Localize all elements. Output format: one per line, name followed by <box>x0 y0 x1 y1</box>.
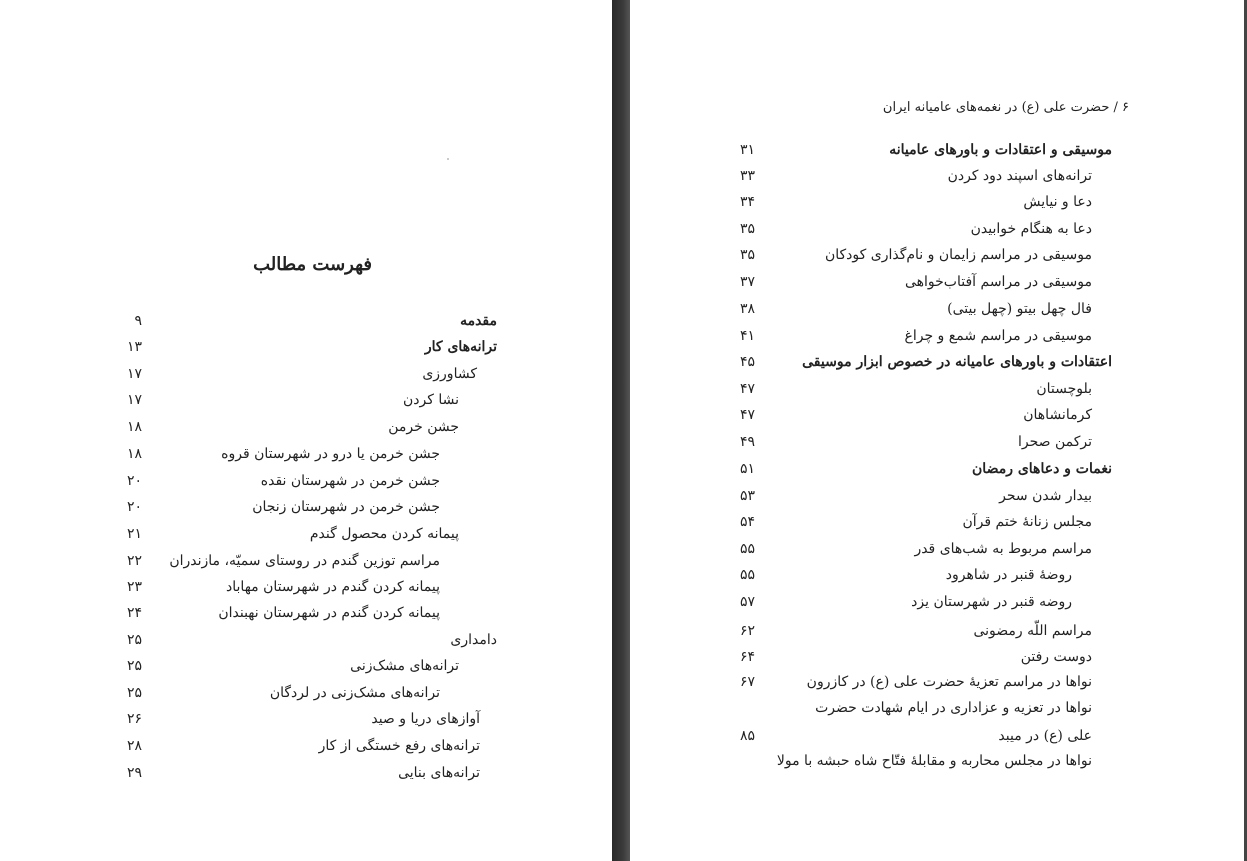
toc-entry-page-number: ۵۷ <box>739 594 755 610</box>
toc-entry-page-number: ۲۵ <box>126 685 142 701</box>
toc-entry-page-number: ۳۴ <box>739 194 755 210</box>
toc-entry-title: دعا و نیایش <box>1023 194 1092 210</box>
toc-entry-title: جشن خرمن در شهرستان زنجان <box>252 499 440 515</box>
toc-entry-title: علی (ع) در میبد <box>998 728 1092 744</box>
toc-entry-page-number: ۳۱ <box>739 142 755 158</box>
toc-entry-title: نواها در مراسم تعزیهٔ حضرت علی (ع) در کازرون <box>806 674 1092 690</box>
toc-entry-page-number: ۵۱ <box>739 461 755 477</box>
toc-entry-title: جشن خرمن در شهرستان نقده <box>260 473 440 489</box>
toc-entry-title: مقدمه <box>460 313 497 329</box>
toc-entry-page-number: ۲۹ <box>126 765 142 781</box>
toc-entry-title: موسیقی در مراسم آفتاب‌خواهی <box>904 274 1092 290</box>
toc-entry-page-number: ۲۰ <box>126 473 142 489</box>
toc-entry-page-number: ۴۱ <box>739 328 755 344</box>
toc-entry-page-number: ۳۵ <box>739 247 755 263</box>
toc-entry-title: فال چهل بیتو (چهل بیتی) <box>947 301 1092 317</box>
toc-entry-page-number: ۵۴ <box>739 514 755 530</box>
left-page <box>0 0 612 861</box>
toc-entry-page-number: ۴۷ <box>739 407 755 423</box>
toc-entry-page-number: ۶۴ <box>739 649 755 665</box>
toc-entry-title: موسیقی در مراسم زایمان و نام‌گذاری کودکان <box>824 247 1092 263</box>
toc-entry-title: مراسم مربوط به شب‌های قدر <box>914 541 1092 557</box>
toc-entry-title: کشاورزی <box>422 366 477 382</box>
toc-entry-page-number: ۸۵ <box>739 728 755 744</box>
toc-entry-title: مراسم اللّه رمضونی <box>973 623 1092 639</box>
toc-entry-page-number: ۶۲ <box>739 623 755 639</box>
toc-entry-title: پیمانه کردن گندم در شهرستان نهبندان <box>218 605 440 621</box>
toc-entry-page-number: ۱۸ <box>126 419 142 435</box>
toc-entry-page-number: ۱۷ <box>126 366 142 382</box>
toc-entry-title: ترانه‌های رفع خستگی از کار <box>318 738 480 754</box>
toc-entry-page-number: ۱۷ <box>126 392 142 408</box>
toc-entry-title: جشن خرمن <box>388 419 459 435</box>
toc-entry-title: ترانه‌های بنایی <box>398 765 480 781</box>
toc-entry-title: اعتقادات و باورهای عامیانه در خصوص ابزار موسیقی <box>802 354 1112 370</box>
toc-entry-title: بلوچستان <box>1036 381 1092 397</box>
toc-entry-page-number: ۴۹ <box>739 434 755 450</box>
right-page <box>630 0 1247 861</box>
toc-entry-title: ترانه‌های مشک‌زنی <box>350 658 459 674</box>
toc-entry-title: روضه قنبر در شهرستان یزد <box>911 594 1072 610</box>
toc-entry-title: دوست رفتن <box>1020 649 1092 665</box>
running-head: ۶ / حضرت علی (ع) در نغمه‌های عامیانه ایران <box>882 100 1129 115</box>
toc-entry-title: پیمانه کردن محصول گندم <box>309 526 459 542</box>
toc-entry-title: کرمانشاهان <box>1023 407 1092 423</box>
toc-entry-page-number: ۲۴ <box>126 605 142 621</box>
toc-entry-title: ترکمن صحرا <box>1017 434 1092 450</box>
toc-entry-page-number: ۲۵ <box>126 658 142 674</box>
toc-entry-title: نواها در مجلس محاربه و مقابلهٔ فتّاح شاه حبشه با مولا <box>776 753 1092 769</box>
toc-entry-title: بیدار شدن سحر <box>999 488 1092 504</box>
toc-entry-page-number: ۲۵ <box>126 632 142 648</box>
toc-entry-title: دعا به هنگام خوابیدن <box>970 221 1092 237</box>
toc-entry-page-number: ۳۸ <box>739 301 755 317</box>
toc-entry-page-number: ۱۸ <box>126 446 142 462</box>
toc-entry-title: موسیقی در مراسم شمع و چراغ <box>904 328 1092 344</box>
toc-entry-page-number: ۲۰ <box>126 499 142 515</box>
toc-entry-page-number: ۵۳ <box>739 488 755 504</box>
toc-entry-title: نشا کردن <box>402 392 459 408</box>
toc-entry-page-number: ۲۲ <box>126 553 142 569</box>
toc-entry-title: ترانه‌های مشک‌زنی در لردگان <box>269 685 440 701</box>
toc-entry-page-number: ۳۳ <box>739 168 755 184</box>
toc-entry-page-number: ۳۵ <box>739 221 755 237</box>
toc-entry-title: آوازهای دریا و صید <box>371 711 480 727</box>
toc-entry-page-number: ۵۵ <box>739 541 755 557</box>
toc-entry-page-number: ۴۵ <box>739 354 755 370</box>
book-gutter <box>612 0 630 861</box>
toc-entry-title: مجلس زنانهٔ ختم قرآن <box>962 514 1092 530</box>
toc-entry-title: ترانه‌های کار <box>424 339 497 355</box>
toc-entry-title: مراسم توزین گندم در روستای سمیّه، مازندران <box>169 553 440 569</box>
toc-entry-page-number: ۹ <box>134 313 142 329</box>
toc-entry-title: موسیقی و اعتقادات و باورهای عامیانه <box>889 142 1112 158</box>
toc-entry-page-number: ۴۷ <box>739 381 755 397</box>
toc-entry-page-number: ۲۶ <box>126 711 142 727</box>
toc-entry-page-number: ۲۳ <box>126 579 142 595</box>
toc-entry-title: روضهٔ قنبر در شاهرود <box>945 567 1072 583</box>
toc-entry-title: جشن خرمن یا درو در شهرستان قروه <box>221 446 440 462</box>
toc-entry-page-number: ۲۱ <box>126 526 142 542</box>
toc-entry-title: نواها در تعزیه و عزاداری در ایام شهادت حضرت <box>815 700 1092 716</box>
toc-entry-page-number: ۳۷ <box>739 274 755 290</box>
toc-entry-title: پیمانه کردن گندم در شهرستان مهاباد <box>226 579 440 595</box>
toc-entry-page-number: ۵۵ <box>739 567 755 583</box>
page-title: فهرست مطالب <box>253 254 372 275</box>
toc-entry-title: دامداری <box>450 632 497 648</box>
toc-entry-page-number: ۱۳ <box>126 339 142 355</box>
toc-entry-title: ترانه‌های اسپند دود کردن <box>947 168 1092 184</box>
toc-entry-page-number: ۲۸ <box>126 738 142 754</box>
toc-entry-title: نغمات و دعاهای رمضان <box>972 461 1112 477</box>
speck <box>447 158 449 160</box>
toc-entry-page-number: ۶۷ <box>739 674 755 690</box>
